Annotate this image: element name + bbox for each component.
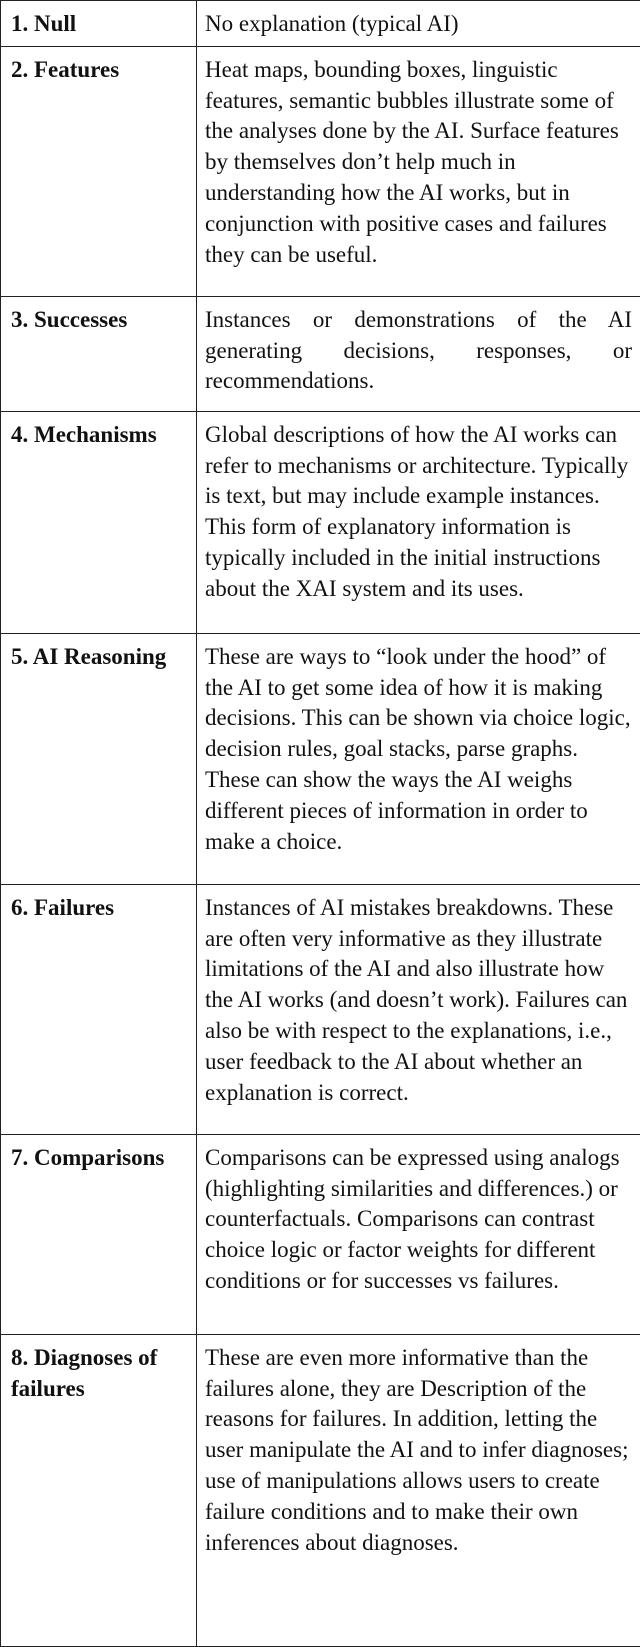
- table-row: [1, 46, 640, 296]
- description-cell: Heat maps, bounding boxes, linguistic features, semantic bubbles illustrate some of the analyses done by the AI. Surface features by themselves don’t help much in understanding how the AI works, but in conjunction with positive cases and failures they can be useful.: [197, 46, 640, 296]
- category-cell: 3. Successes: [1, 296, 197, 411]
- description-cell: No explanation (typical AI): [197, 1, 640, 47]
- category-cell: 5. AI Reasoning: [1, 633, 197, 884]
- table-row: [1, 884, 640, 1134]
- description-cell: These are even more informative than the failures alone, they are Description of the reasons for failures. In addition, letting the user manipulate the AI and to infer diagnoses; use of manipulations allows users to create failure conditions and to make their own inferences about diagnoses.: [197, 1334, 640, 1646]
- table-row: [1, 1334, 640, 1646]
- category-cell: 4. Mechanisms: [1, 411, 197, 633]
- table-row: [1, 1134, 640, 1334]
- description-cell: Comparisons can be expressed using analogs (highlighting similarities and differences.) or counterfactuals. Comparisons can contrast choice logic or factor weights for different conditions or for successes vs failures.: [197, 1134, 640, 1334]
- category-cell: 6. Failures: [1, 884, 197, 1134]
- category-cell: 1. Null: [1, 1, 197, 47]
- table-row: [1, 411, 640, 633]
- description-cell: Instances of AI mistakes breakdowns. These are often very informative as they illustrate limitations of the AI and also illustrate how the AI works (and doesn’t work). Failures can also be with respect to the explanations, i.e., user feedback to the AI about whether an explanation is correct.: [197, 884, 640, 1134]
- table-row: [1, 296, 640, 411]
- description-cell: Instances or demonstrations of the AI generating decisions, responses, or recommendations.: [197, 296, 640, 411]
- description-cell: Global descriptions of how the AI works can refer to mechanisms or architecture. Typically is text, but may include example instances. This form of explanatory information is typically included in the initial instructions about the XAI system and its uses.: [197, 411, 640, 633]
- table-row: [1, 633, 640, 884]
- description-cell: These are ways to “look under the hood” of the AI to get some idea of how it is making decisions. This can be shown via choice logic, decision rules, goal stacks, parse graphs. These can show the ways the AI weighs different pieces of information in order to make a choice.: [197, 633, 640, 884]
- category-cell: 2. Features: [1, 46, 197, 296]
- table-row: [1, 1, 640, 47]
- category-cell: 8. Diagnoses of failures: [1, 1334, 197, 1646]
- category-cell: 7. Comparisons: [1, 1134, 197, 1334]
